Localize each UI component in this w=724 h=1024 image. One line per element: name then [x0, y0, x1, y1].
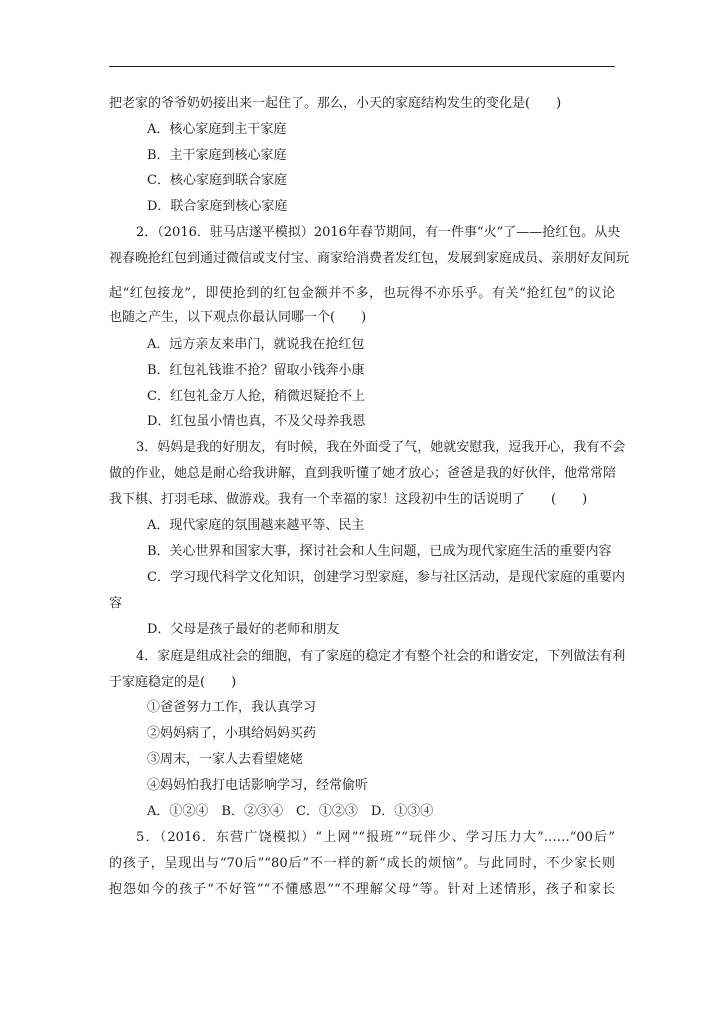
q1-stem-continuation: 把老家的爷爷奶奶接出来一起住了。那么，小天的家庭结构发生的变化是( ) — [109, 96, 562, 111]
q4-stem-line-1: 4．家庭是组成社会的细胞，有了家庭的稳定才有整个社会的和谐安定，下列做法有利 — [136, 649, 626, 664]
q4-item-2: ②妈妈病了，小琪给妈妈买药 — [147, 726, 317, 741]
q1-option-b: B．主干家庭到核心家庭 — [147, 148, 287, 163]
q4-item-4: ④妈妈怕我打电话影响学习，经常偷听 — [147, 778, 369, 793]
q4-item-3: ③周末，一家人去看望姥姥 — [147, 752, 304, 767]
q2-option-a: A．远方亲友来串门，就说我在抢红包 — [147, 337, 365, 352]
header-rule — [109, 66, 615, 67]
q3-option-c: C．学习现代科学文化知识，创建学习型家庭，参与社区活动，是现代家庭的重要内 — [147, 570, 625, 585]
q5-stem-line-3: 抱怨如今的孩子“不好管”“不懂感恩”“不理解父母”等。针对上述情形，孩子和家长 — [109, 882, 615, 897]
q3-option-d: D．父母是孩子最好的老师和朋友 — [147, 622, 340, 637]
q1-option-c: C．核心家庭到联合家庭 — [147, 173, 287, 188]
q2-option-b: B．红包礼钱谁不抢？留取小钱奔小康 — [147, 363, 365, 378]
q2-stem-line-2: 视春晚抢红包到通过微信或支付宝、商家给消费者发红包，发展到家庭成员、亲朋好友间玩 — [109, 251, 630, 266]
q4-answer-options: A．①②④ B．②③④ C．①②③ D．①③④ — [147, 804, 434, 819]
q1-option-a: A．核心家庭到主干家庭 — [147, 122, 287, 137]
q3-option-c-wrap: 容 — [109, 596, 123, 611]
q2-stem-line-3: 起“红包接龙”，即使抢到的红包金额并不多，也玩得不亦乐乎。有关“抢红包”的议论 — [109, 286, 615, 301]
q4-stem-line-2: 于家庭稳定的是( ) — [109, 675, 237, 690]
q2-option-c: C．红包礼金万人抢，稍微迟疑抢不上 — [147, 389, 365, 404]
q2-option-d: D．红包虽小情也真，不及父母养我恩 — [147, 414, 366, 429]
q1-option-d: D．联合家庭到核心家庭 — [147, 199, 288, 214]
q3-stem-line-2: 做的作业，她总是耐心给我讲解，直到我听懂了她才放心；爸爸是我的好伙伴，他常常陪 — [109, 466, 617, 481]
q3-option-a: A．现代家庭的氛围越来越平等、民主 — [147, 518, 365, 533]
q5-stem-line-1: 5．（2016．东营广饶模拟）“上网”“报班”“玩伴少、学习压力大”……“00后” — [136, 830, 615, 845]
q4-item-1: ①爸爸努力工作，我认真学习 — [147, 700, 317, 715]
q5-stem-line-2: 的孩子，呈现出与“70后”“80后”不一样的新“成长的烦恼”。与此同时，不少家长则 — [109, 856, 615, 871]
q3-stem-line-3: 我下棋、打羽毛球、做游戏。我有一个幸福的家！这段初中生的话说明了 ( ) — [109, 492, 588, 507]
q2-stem-line-1: 2．（2016．驻马店遂平模拟）2016年春节期间，有一件事“火”了——抢红包。从央 — [136, 225, 621, 240]
q3-stem-line-1: 3．妈妈是我的好朋友，有时候，我在外面受了气，她就安慰我，逗我开心，我有不会 — [136, 440, 626, 455]
q3-option-b: B．关心世界和国家大事，探讨社会和人生问题，已成为现代家庭生活的重要内容 — [147, 544, 612, 559]
q2-stem-line-4: 也随之产生，以下观点你最认同哪一个( ) — [109, 310, 367, 325]
